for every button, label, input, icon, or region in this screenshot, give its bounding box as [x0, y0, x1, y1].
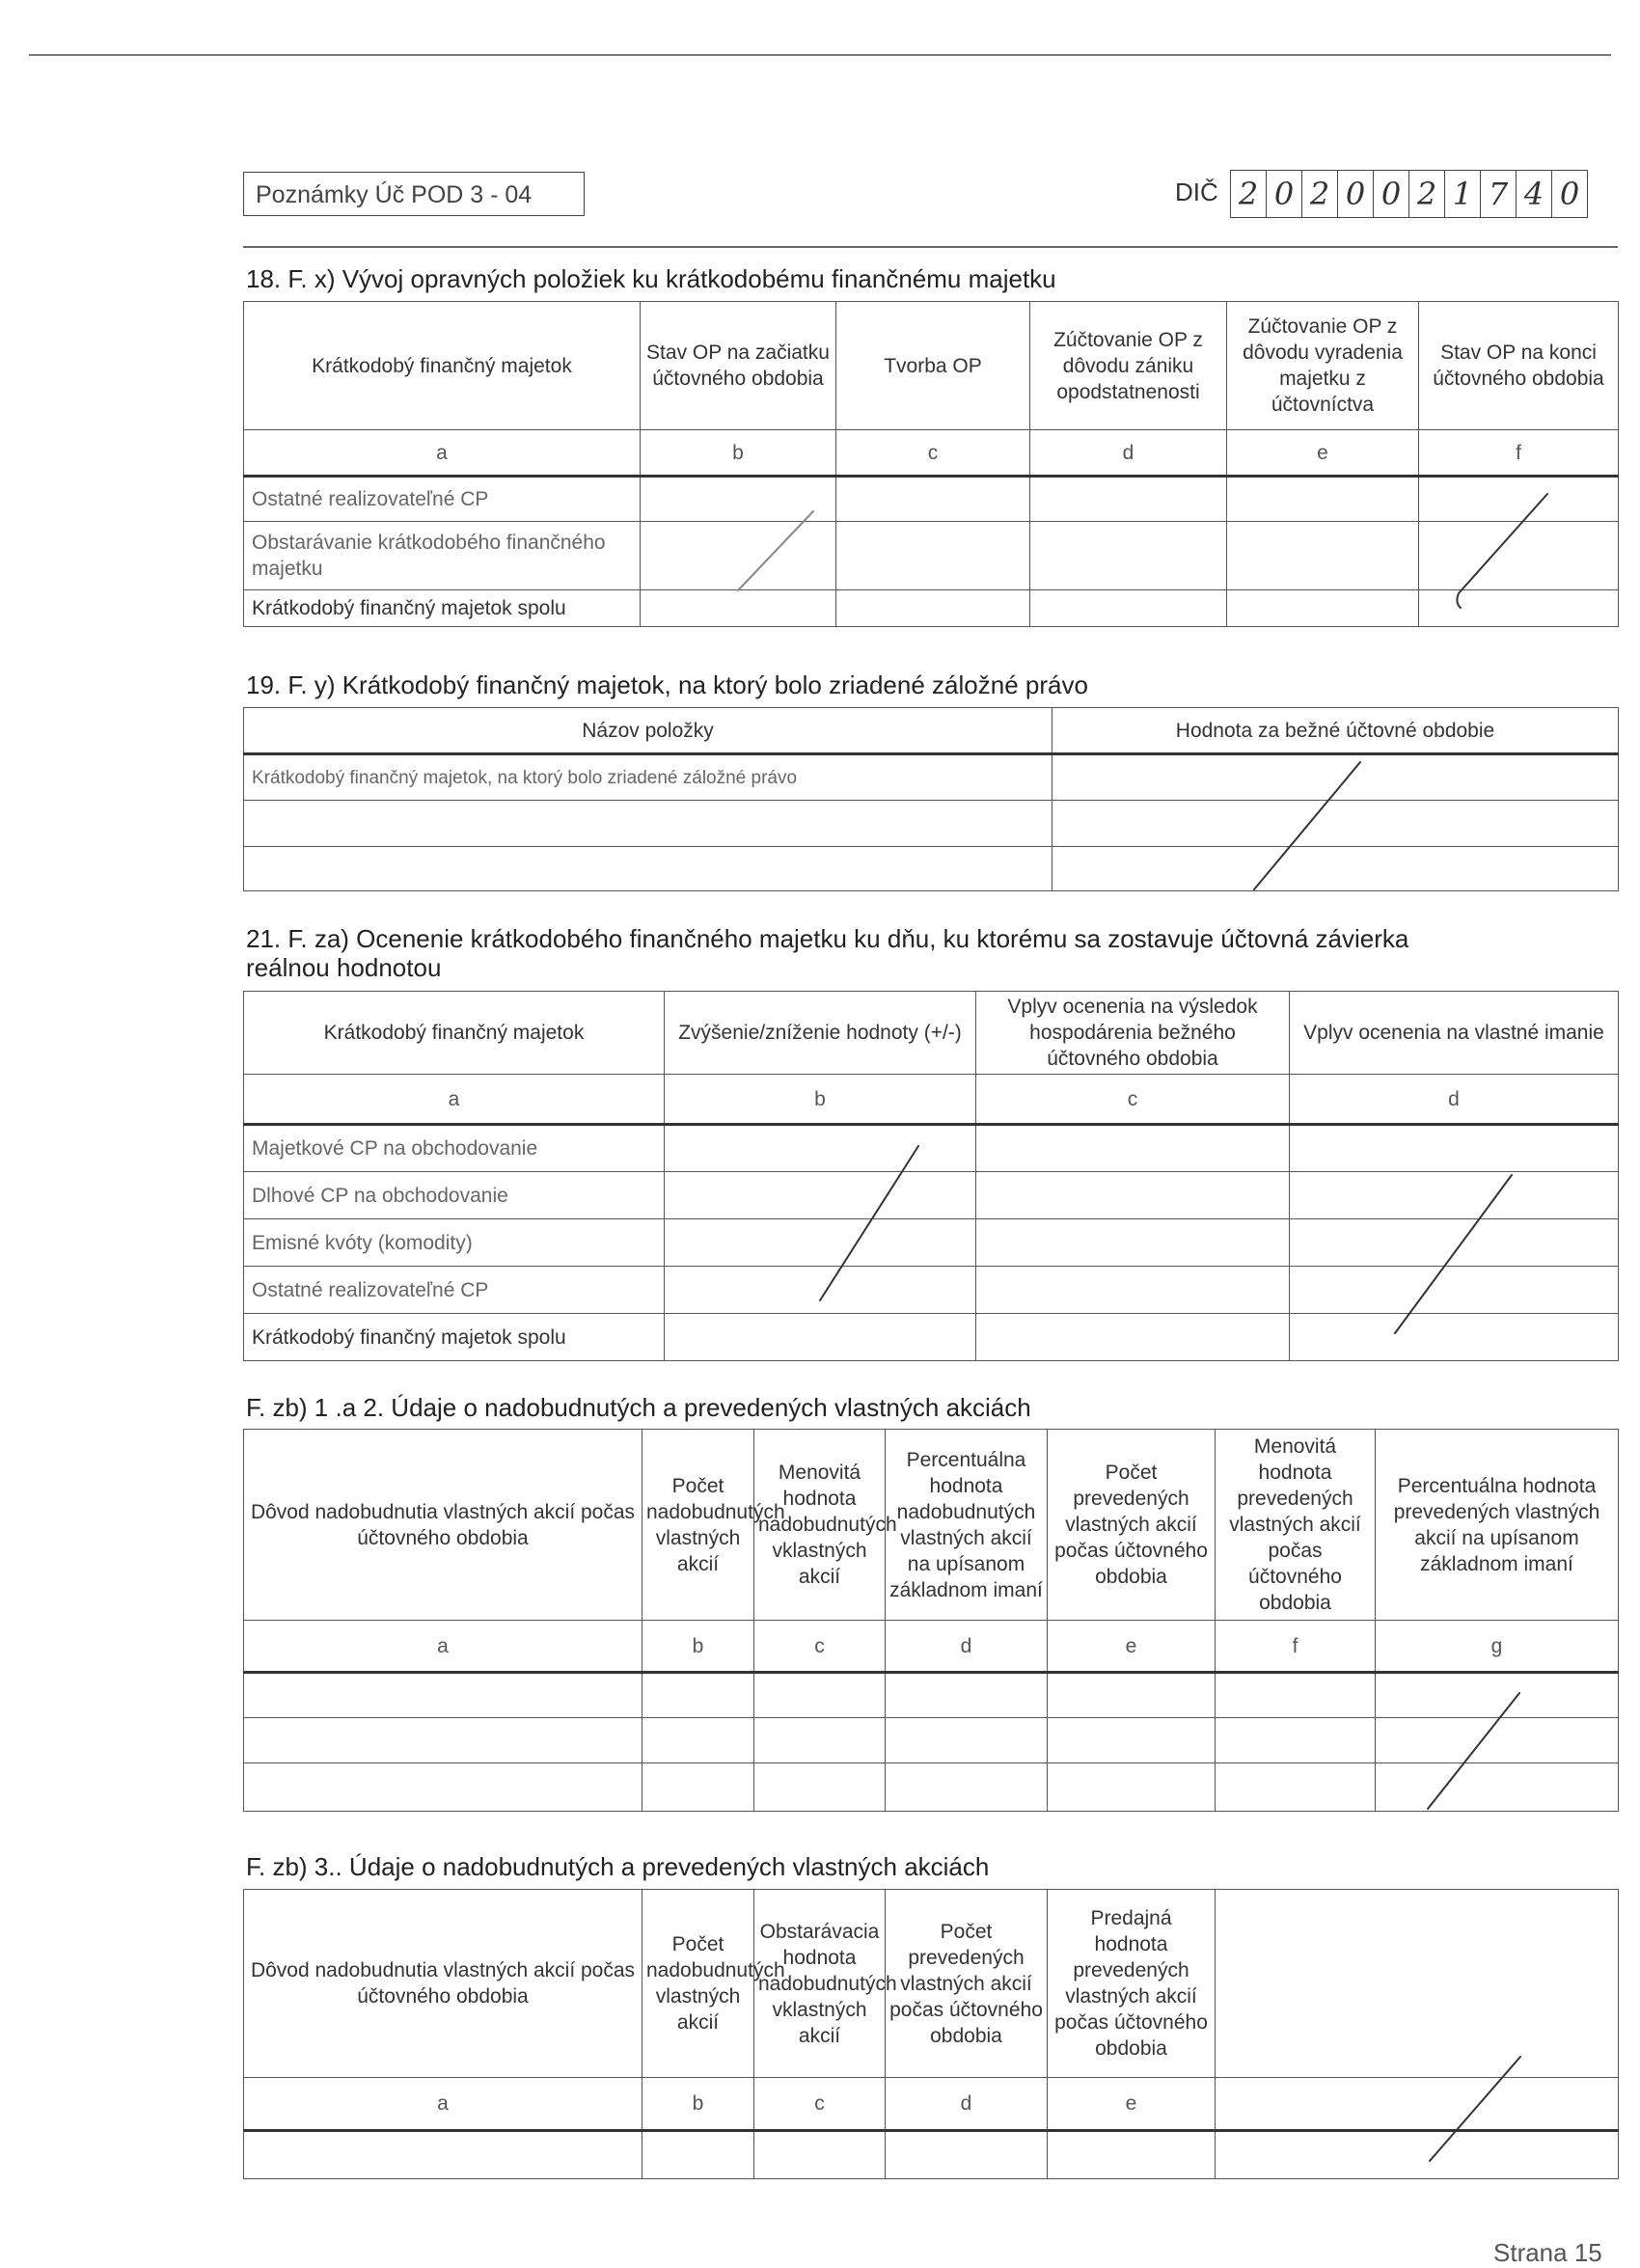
- cell: [641, 590, 836, 627]
- cell: [642, 2131, 754, 2179]
- cell: [1048, 2131, 1216, 2179]
- cell: [642, 1718, 754, 1763]
- cell: [886, 1673, 1048, 1718]
- cell: [836, 477, 1030, 522]
- cell: [641, 522, 836, 590]
- section-19-title: 19. F. y) Krátkodobý finančný majetok, na ktorý bolo zriadené záložné právo: [246, 670, 1088, 699]
- cell: [1290, 1267, 1619, 1314]
- section-zb12-title: F. zb) 1 .a 2. Údaje o nadobudnutých a prevedených vlastných akciách: [246, 1393, 1031, 1422]
- dic-digit: 1: [1445, 171, 1481, 217]
- col-letter: g: [1376, 1621, 1619, 1673]
- cell: [1048, 1673, 1216, 1718]
- cell: [244, 847, 1052, 891]
- cell: [1048, 1763, 1216, 1812]
- cell: [244, 1763, 642, 1812]
- col-header: Zúčtovanie OP z dôvodu zániku opodstatnenosti: [1030, 302, 1227, 430]
- cell: [1376, 1763, 1619, 1812]
- cell: [754, 1763, 886, 1812]
- col-letter: c: [754, 1621, 886, 1673]
- col-header: Počet nadobudnutých vlastných akcií: [642, 1890, 754, 2078]
- row-label: Emisné kvóty (komodity): [244, 1219, 665, 1267]
- row-label: Krátkodobý finančný majetok, na ktorý bolo zriadené záložné právo: [244, 754, 1052, 801]
- col-header: Predajná hodnota prevedených vlastných akcií počas účtovného obdobia: [1048, 1890, 1216, 2078]
- cell: [1227, 522, 1419, 590]
- col-header: Krátkodobý finančný majetok: [244, 302, 641, 430]
- cell: [642, 1673, 754, 1718]
- col-header: Percentuálna hodnota prevedených vlastných akcií na upísanom základnom imaní: [1376, 1430, 1619, 1621]
- col-header: Hodnota za bežné účtovné obdobie: [1052, 708, 1619, 754]
- cell: [1030, 590, 1227, 627]
- col-letter: a: [244, 2078, 642, 2131]
- dic-digit: 0: [1374, 171, 1409, 217]
- cell: [1419, 477, 1619, 522]
- section-19-table: [243, 707, 1619, 891]
- dic-digit: 2: [1231, 171, 1267, 217]
- col-header: Počet prevedených vlastných akcií počas účtovného obdobia: [1048, 1430, 1216, 1621]
- cell: [1227, 477, 1419, 522]
- form-label: Poznámky Úč POD 3 - 04: [243, 172, 585, 216]
- col-header: Tvorba OP: [836, 302, 1030, 430]
- cell: [1419, 590, 1619, 627]
- cell: [1216, 2078, 1619, 2131]
- section-zb3-table: [243, 1889, 1619, 2179]
- cell: [886, 1718, 1048, 1763]
- col-header: Názov položky: [244, 708, 1052, 754]
- col-letter: f: [1419, 430, 1619, 477]
- col-letter: e: [1227, 430, 1419, 477]
- cell: [244, 2131, 642, 2179]
- dic-digit: 0: [1559, 176, 1580, 212]
- row-label: Ostatné realizovateľné CP: [244, 477, 641, 522]
- section-21-title: 21. F. za) Ocenenie krátkodobého finančného majetku ku dňu, ku ktorému sa zostavuje účtovná závierka: [246, 924, 1409, 953]
- cell: [754, 1718, 886, 1763]
- cell: [665, 1219, 976, 1267]
- col-header: Menovitá hodnota nadobudnutých vklastných akcií: [754, 1430, 886, 1621]
- row-label: Obstarávanie krátkodobého finančného majetku: [244, 522, 641, 590]
- cell: [1227, 590, 1419, 627]
- cell: [976, 1267, 1290, 1314]
- col-letter: e: [1048, 2078, 1216, 2131]
- cell: [1048, 1718, 1216, 1763]
- cell: [1052, 801, 1619, 847]
- col-letter: e: [1048, 1621, 1216, 1673]
- col-header: Počet prevedených vlastných akcií počas účtovného obdobia: [886, 1890, 1048, 2078]
- col-letter: c: [976, 1075, 1290, 1125]
- dic-digit: 4: [1517, 171, 1552, 217]
- cell: [244, 1718, 642, 1763]
- cell: [665, 1267, 976, 1314]
- col-letter: a: [244, 1075, 665, 1125]
- cell: [641, 477, 836, 522]
- col-header: Krátkodobý finančný majetok: [244, 992, 665, 1075]
- col-header: Počet nadobudnutých vlastných akcií: [642, 1430, 754, 1621]
- col-header: Stav OP na začiatku účtovného obdobia: [641, 302, 836, 430]
- col-letter: d: [1030, 430, 1227, 477]
- col-letter: d: [886, 1621, 1048, 1673]
- dic-digit: 7: [1481, 171, 1517, 217]
- cell: [244, 801, 1052, 847]
- col-header: Dôvod nadobudnutia vlastných akcií počas účtovného obdobia: [244, 1890, 642, 2078]
- cell: [1290, 1219, 1619, 1267]
- row-label: Ostatné realizovateľné CP: [244, 1267, 665, 1314]
- dic-field: [1230, 170, 1588, 218]
- section-21-title-cont: reálnou hodnotou: [246, 953, 442, 982]
- col-letter: f: [1216, 1621, 1376, 1673]
- col-header: Vplyv ocenenia na výsledok hospodárenia bežného účtovného obdobia: [976, 992, 1290, 1075]
- cell: [754, 1673, 886, 1718]
- dic-label: DIČ: [1175, 178, 1218, 206]
- cell: [1052, 847, 1619, 891]
- cell: [976, 1172, 1290, 1219]
- col-header: Zvýšenie/zníženie hodnoty (+/-): [665, 992, 976, 1075]
- row-label: Krátkodobý finančný majetok spolu: [244, 590, 641, 627]
- col-header: Stav OP na konci účtovného obdobia: [1419, 302, 1619, 430]
- row-label: Majetkové CP na obchodovanie: [244, 1125, 665, 1172]
- header-rule: [243, 246, 1618, 248]
- cell: [1216, 2131, 1619, 2179]
- top-scan-line: [29, 54, 1611, 56]
- col-letter: c: [836, 430, 1030, 477]
- col-letter: d: [886, 2078, 1048, 2131]
- dic-digit: 0: [1267, 171, 1302, 217]
- cell: [1376, 1718, 1619, 1763]
- col-letter: b: [665, 1075, 976, 1125]
- col-header: Dôvod nadobudnutia vlastných akcií počas účtovného obdobia: [244, 1430, 642, 1621]
- cell: [1216, 1673, 1376, 1718]
- col-letter: b: [641, 430, 836, 477]
- section-zb12-table: [243, 1429, 1619, 1812]
- section-18-table: [243, 301, 1619, 627]
- section-zb3-title: F. zb) 3.. Údaje o nadobudnutých a prevedených vlastných akciách: [246, 1852, 990, 1881]
- cell: [665, 1172, 976, 1219]
- cell: [642, 1763, 754, 1812]
- cell: [1290, 1125, 1619, 1172]
- cell: [1290, 1172, 1619, 1219]
- col-header: Percentuálna hodnota nadobudnutých vlastných akcií na upísanom základnom imaní: [886, 1430, 1048, 1621]
- cell: [244, 1673, 642, 1718]
- cell: [1052, 754, 1619, 801]
- cell: [1419, 522, 1619, 590]
- cell: [976, 1125, 1290, 1172]
- cell: [1216, 1718, 1376, 1763]
- dic-digit: 2: [1409, 171, 1445, 217]
- col-header: Vplyv ocenenia na vlastné imanie: [1290, 992, 1619, 1075]
- col-letter: c: [754, 2078, 886, 2131]
- col-letter: d: [1290, 1075, 1619, 1125]
- cell: [1030, 522, 1227, 590]
- row-label: Krátkodobý finančný majetok spolu: [244, 1314, 665, 1361]
- row-label: Dlhové CP na obchodovanie: [244, 1172, 665, 1219]
- cell: [1030, 477, 1227, 522]
- cell: [665, 1314, 976, 1361]
- dic-digit: 0: [1338, 171, 1374, 217]
- cell: [1216, 1890, 1619, 2078]
- page-number: Strana 15: [1493, 2238, 1602, 2267]
- cell: [836, 590, 1030, 627]
- cell: [886, 2131, 1048, 2179]
- cell: [754, 2131, 886, 2179]
- col-letter: b: [642, 1621, 754, 1673]
- col-header: Menovitá hodnota prevedených vlastných akcií počas účtovného obdobia: [1216, 1430, 1376, 1621]
- col-letter: b: [642, 2078, 754, 2131]
- cell: [1376, 1673, 1619, 1718]
- cell: [665, 1125, 976, 1172]
- col-letter: a: [244, 1621, 642, 1673]
- col-header: Obstarávacia hodnota nadobudnutých vklastných akcií: [754, 1890, 886, 2078]
- cell: [886, 1763, 1048, 1812]
- cell: [836, 522, 1030, 590]
- col-letter: a: [244, 430, 641, 477]
- cell: [1290, 1314, 1619, 1361]
- cell: [1216, 1763, 1376, 1812]
- col-header: Zúčtovanie OP z dôvodu vyradenia majetku z účtovníctva: [1227, 302, 1419, 430]
- section-21-table: [243, 991, 1619, 1361]
- cell: [976, 1219, 1290, 1267]
- dic-digit: 2: [1302, 171, 1338, 217]
- section-18-title: 18. F. x) Vývoj opravných položiek ku krátkodobému finančnému majetku: [246, 264, 1056, 293]
- cell: [976, 1314, 1290, 1361]
